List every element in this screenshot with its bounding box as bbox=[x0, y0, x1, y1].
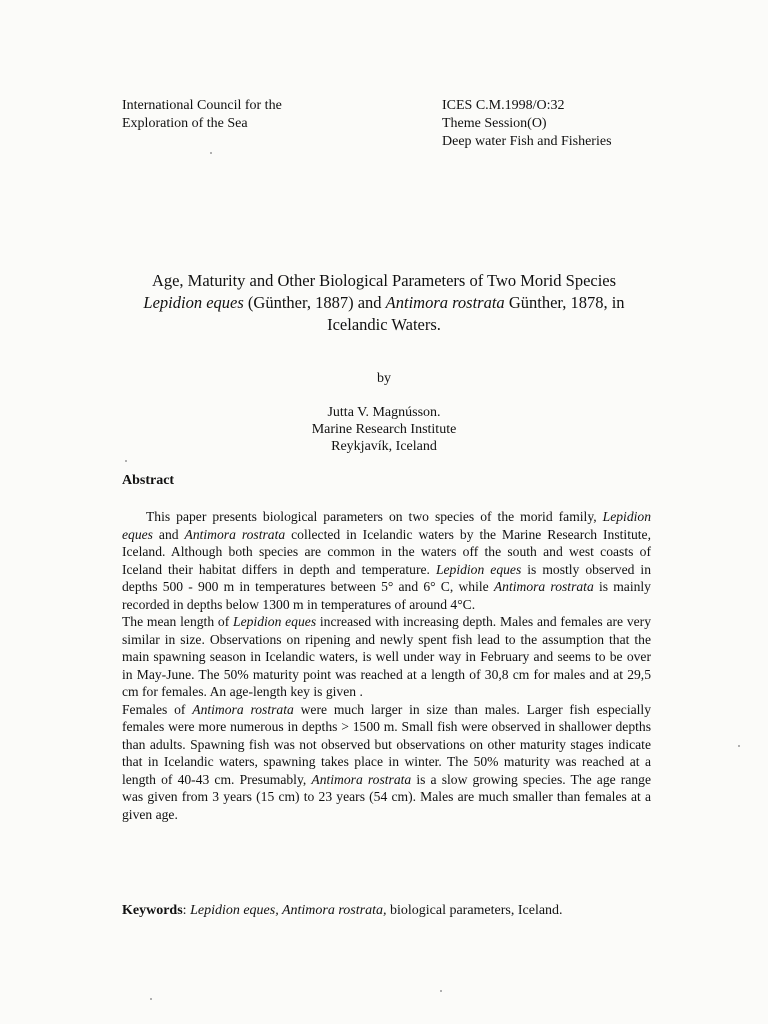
species-name: Antimora rostrata bbox=[184, 526, 286, 542]
abstract-paragraph-3 bbox=[122, 701, 651, 824]
session-topic: Deep water Fish and Fisheries bbox=[442, 134, 612, 149]
title-species-1: Lepidion eques bbox=[143, 293, 244, 312]
author-name: Jutta V. Magnússon. bbox=[327, 405, 441, 420]
keywords-colon: : bbox=[182, 903, 191, 918]
scan-speck bbox=[210, 152, 212, 154]
author-location: Reykjavík, Iceland bbox=[331, 439, 437, 454]
session-header bbox=[442, 97, 612, 151]
scan-speck bbox=[738, 745, 740, 747]
keywords-label: Keywords bbox=[122, 903, 183, 918]
theme-session: Theme Session(O) bbox=[442, 116, 547, 131]
keywords-species: Lepidion eques, Antimora rostrata, bbox=[190, 903, 387, 918]
text-run: increased with increasing depth. Males and females are very similar in size. Observations on ripening and newly spent fish lead to the assumption that the main spawning season in Icelandic waters, is well under way in February and seems to be over in May-June. The 50% maturity point was reached at a length of 30,8 cm for males and at 29,5 cm for females. An age-length key is given . bbox=[122, 614, 652, 699]
keywords-line bbox=[122, 903, 563, 919]
abstract-paragraph-1 bbox=[122, 508, 651, 613]
species-name: Antimora rostrata bbox=[311, 771, 412, 787]
abstract-body bbox=[122, 508, 651, 823]
species-name: Antimora rostrata bbox=[192, 701, 294, 717]
paper-title bbox=[100, 270, 668, 336]
title-line-3: Icelandic Waters. bbox=[327, 315, 441, 334]
keywords-rest: biological parameters, Iceland. bbox=[386, 903, 563, 918]
title-species-2: Antimora rostrata bbox=[385, 293, 505, 312]
text-run: is mainly recorded in depths below 1300 m in temperatures of around 4°C. bbox=[122, 579, 651, 612]
text-run: collected in Icelandic waters by the Marine Research Institute, Iceland. Although both species are common in the waters off the south and west coasts of Iceland their habitat differs in depth and temperature. bbox=[122, 526, 651, 577]
author-block bbox=[0, 404, 768, 455]
text-run: This paper presents biological parameters on two species of the morid family, bbox=[146, 509, 603, 524]
title-line-1: Age, Maturity and Other Biological Parameters of Two Morid Species bbox=[151, 271, 617, 290]
document-code: ICES C.M.1998/O:32 bbox=[442, 98, 565, 113]
text-run: were much larger in size than males. Larger fish especially females were more numerous in depths > 1500 m. Small fish were observed in shallower depths than adults. Spawning fish was not observed but observations on other maturity stages indicate that in Icelandic waters, spawning takes place in winter. The 50% maturity was reached at a length of 40-43 cm. Presumably, bbox=[122, 701, 651, 787]
organization-line-1: International Council for the bbox=[122, 98, 282, 113]
organization-line-2: Exploration of the Sea bbox=[122, 116, 248, 131]
species-name: Antimora rostrata bbox=[493, 579, 594, 594]
author-institution: Marine Research Institute bbox=[311, 422, 457, 437]
abstract-heading: Abstract bbox=[122, 473, 175, 488]
scan-speck bbox=[125, 460, 127, 462]
scan-speck bbox=[440, 990, 442, 992]
title-authority-2: Günther, 1878, in bbox=[504, 293, 625, 312]
text-run: is mostly observed in depths 500 - 900 m in temperatures between 5° and 6° C, while bbox=[122, 561, 651, 594]
species-name: Lepidion eques bbox=[233, 614, 317, 629]
species-name: Lepidion eques bbox=[435, 561, 522, 577]
text-run: and bbox=[152, 526, 185, 542]
organization-header bbox=[122, 97, 282, 133]
text-run: Females of bbox=[122, 701, 193, 717]
title-line-2 bbox=[100, 292, 668, 314]
text-run: The mean length of bbox=[122, 614, 234, 629]
title-authority-1: (Günther, 1887) and bbox=[243, 293, 386, 312]
scan-speck bbox=[150, 998, 152, 1000]
text-run: is a slow growing species. The age range was given from 3 years (15 cm) to 23 years (54 cm). Males are much smaller than females at a given age. bbox=[122, 771, 651, 822]
abstract-paragraph-2 bbox=[122, 613, 651, 701]
byline: by bbox=[377, 371, 391, 386]
species-name: Lepidion eques bbox=[122, 509, 651, 542]
